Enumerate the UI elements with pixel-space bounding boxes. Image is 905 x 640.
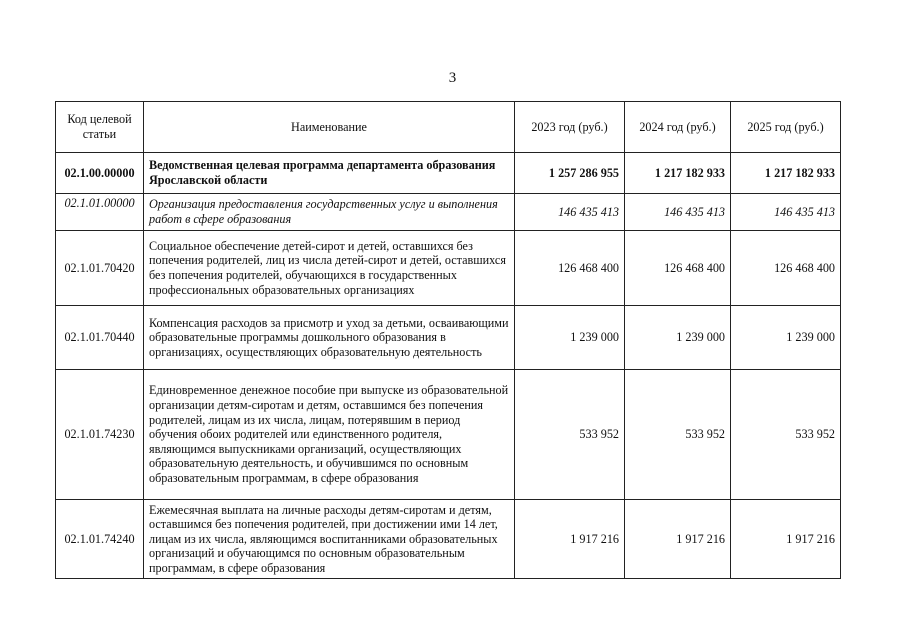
row-amount-2025: 1 217 182 933: [731, 153, 841, 194]
header-2024: 2024 год (руб.): [625, 102, 731, 153]
row-name: Ежемесячная выплата на личные расходы детям-сиротам и детям, оставшимся без попечения родителей, при достижении ими 14 лет, лицам из их числа, являющимся воспитанниками образовательных организаций и обучающимся по основным образовательным программам, в сфере образования: [144, 500, 515, 579]
row-code: 02.1.01.74230: [56, 370, 144, 500]
row-name: Ведомственная целевая программа департамента образования Ярославской области: [144, 153, 515, 194]
row-amount-2025: 1 239 000: [731, 306, 841, 370]
row-amount-2023: 126 468 400: [515, 231, 625, 306]
row-amount-2023: 1 239 000: [515, 306, 625, 370]
row-code: 02.1.01.70420: [56, 231, 144, 306]
row-amount-2024: 1 239 000: [625, 306, 731, 370]
row-code: 02.1.01.70440: [56, 306, 144, 370]
row-amount-2023: 146 435 413: [515, 194, 625, 231]
row-name: Социальное обеспечение детей-сирот и детей, оставшихся без попечения родителей, лиц из числа детей-сирот и детей, оставшихся без попечения родителей, обучающихся в государственных профессиональных образовательных организациях: [144, 231, 515, 306]
row-code: 02.1.01.00000: [56, 194, 144, 231]
row-amount-2025: 1 917 216: [731, 500, 841, 579]
row-amount-2023: 1 917 216: [515, 500, 625, 579]
header-code: Код целевой статьи: [56, 102, 144, 153]
budget-table: [55, 101, 841, 579]
table-row: [56, 370, 841, 500]
table-header-row: [56, 102, 841, 153]
row-name: Компенсация расходов за присмотр и уход за детьми, осваивающими образовательные программы дошкольного образования в организациях, осуществляющих образовательную деятельность: [144, 306, 515, 370]
row-amount-2024: 533 952: [625, 370, 731, 500]
row-amount-2023: 533 952: [515, 370, 625, 500]
page-number: 3: [448, 70, 457, 86]
table-row: [56, 194, 841, 231]
row-amount-2025: 146 435 413: [731, 194, 841, 231]
header-2025: 2025 год (руб.): [731, 102, 841, 153]
header-2023: 2023 год (руб.): [515, 102, 625, 153]
table-row: [56, 500, 841, 579]
table-row: [56, 231, 841, 306]
row-code: 02.1.00.00000: [56, 153, 144, 194]
row-amount-2023: 1 257 286 955: [515, 153, 625, 194]
row-amount-2024: 1 217 182 933: [625, 153, 731, 194]
header-name: Наименование: [144, 102, 515, 153]
row-amount-2024: 146 435 413: [625, 194, 731, 231]
row-name: Организация предоставления государственных услуг и выполнения работ в сфере образования: [144, 194, 515, 231]
row-amount-2024: 126 468 400: [625, 231, 731, 306]
row-amount-2025: 126 468 400: [731, 231, 841, 306]
row-amount-2024: 1 917 216: [625, 500, 731, 579]
row-amount-2025: 533 952: [731, 370, 841, 500]
table-row: [56, 153, 841, 194]
table-row: [56, 306, 841, 370]
row-code: 02.1.01.74240: [56, 500, 144, 579]
row-name: Единовременное денежное пособие при выпуске из образовательной организации детям-сиротам и детям, оставшимся без попечения родителей, лицам из их числа, лицам, потерявшим в период обучения обоих родителей или единственного родителя, являющимся выпускниками организаций, осуществляющих образовательную деятельность, и обучившимся по основным образовательным программам, в сфере образования: [144, 370, 515, 500]
